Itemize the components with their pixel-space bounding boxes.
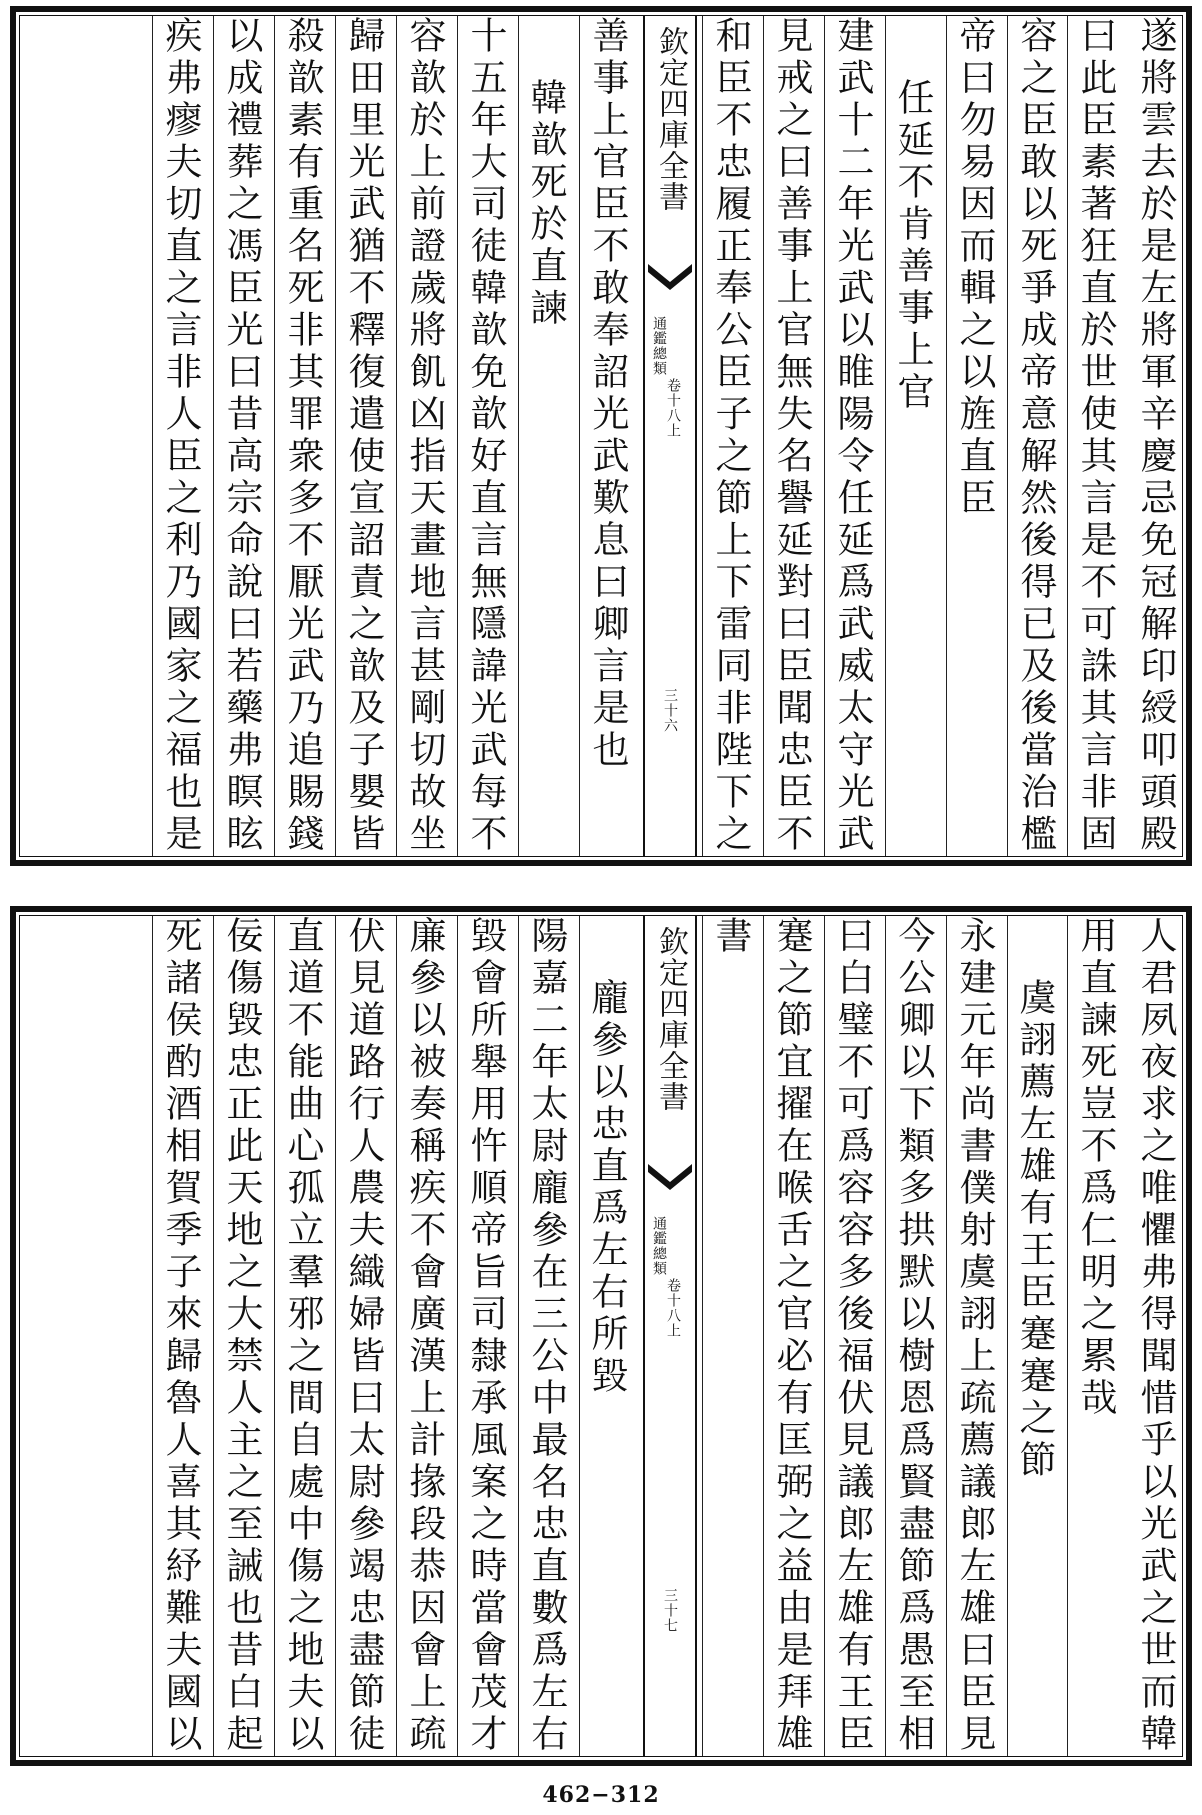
top-page <box>10 6 1192 866</box>
text-column: 疾弗瘳夫切直之言非人臣之利乃國家之福也是 <box>152 16 207 856</box>
text-column: 見戒之曰善事上官無失名譽延對曰臣聞忠臣不 <box>763 16 818 856</box>
spine-page-number: 三十六 <box>662 688 678 733</box>
center-spine <box>643 16 697 856</box>
text-column: 直道不能曲心孤立羣邪之間自處中傷之地夫以 <box>274 916 329 1756</box>
section-heading: 任延不肯善事上官 <box>885 16 939 856</box>
text-column: 十五年大司徒韓歆免歆好直言無隱諱光武每不 <box>457 16 512 856</box>
text-column: 以成禮葬之馮臣光曰昔高宗命說曰若藥弗瞑眩 <box>213 16 268 856</box>
text-column: 曰白璧不可爲容容多後福伏見議郎左雄有王臣 <box>824 916 879 1756</box>
section-heading: 韓歆死於直諫 <box>518 16 572 856</box>
text-column: 善事上官臣不敢奉詔光武歎息曰卿言是也 <box>579 16 634 856</box>
fishtail-mark-icon <box>648 264 692 294</box>
text-column: 曰此臣素著狂直於世使其言是不可誅其言非固 <box>1067 16 1122 856</box>
section-heading: 龐參以忠直爲左右所毀 <box>579 916 633 1756</box>
text-column: 建武十二年光武以睢陽令任延爲武威太守光武 <box>824 16 879 856</box>
spine-title: 欽定四庫全書 <box>653 926 688 1112</box>
text-column: 永建元年尚書僕射虞詡上疏薦議郎左雄曰臣見 <box>946 916 1001 1756</box>
text-column: 今公卿以下類多拱默以樹恩爲賢盡節爲愚至相 <box>885 916 940 1756</box>
text-column: 用直諫死豈不爲仁明之累哉 <box>1067 916 1122 1756</box>
text-column: 陽嘉二年太尉龐參在三公中最名忠直數爲左右 <box>518 916 573 1756</box>
spine-book-name: 通鑑總類 <box>651 1216 667 1276</box>
text-column: 遂將雲去於是左將軍辛慶忌免冠解印綬叩頭殿 <box>1134 16 1177 856</box>
spine-volume: 卷十八上 <box>665 1278 681 1338</box>
bottom-page <box>10 906 1192 1766</box>
footer-page-code: 462−312 <box>542 1782 660 1808</box>
spine-book-name: 通鑑總類 <box>651 316 667 376</box>
text-column: 伏見道路行人農夫織婦皆曰太尉參竭忠盡節徒 <box>335 916 390 1756</box>
text-column: 人君夙夜求之唯懼弗得聞惜乎以光武之世而韓 <box>1134 916 1177 1756</box>
center-spine <box>643 916 697 1756</box>
text-column: 和臣不忠履正奉公臣子之節上下雷同非陛下之 <box>702 16 757 856</box>
section-heading: 虞詡薦左雄有王臣蹇蹇之節 <box>1007 916 1061 1756</box>
text-column: 死諸侯酌酒相賀季子來歸魯人喜其紓難夫國以 <box>152 916 207 1756</box>
text-column: 容歆於上前證歲將飢凶指天畫地言甚剛切故坐 <box>396 16 451 856</box>
text-column: 毀會所舉用忤順帝旨司隸承風案之時當會茂才 <box>457 916 512 1756</box>
text-column: 書 <box>702 916 757 1756</box>
spine-title: 欽定四庫全書 <box>653 26 688 212</box>
fishtail-mark-icon <box>648 1164 692 1194</box>
text-column: 廉參以被奏稱疾不會廣漢上計掾段恭因會上疏 <box>396 916 451 1756</box>
spine-volume: 卷十八上 <box>665 378 681 438</box>
text-column: 帝曰勿易因而輯之以旌直臣 <box>946 16 1001 856</box>
text-column: 殺歆素有重名死非其罪衆多不厭光武乃追賜錢 <box>274 16 329 856</box>
text-column: 歸田里光武猶不釋復遣使宣詔責之歆及子嬰皆 <box>335 16 390 856</box>
spine-page-number: 三十七 <box>662 1588 678 1633</box>
text-column: 容之臣敢以死爭成帝意解然後得已及後當治檻 <box>1007 16 1062 856</box>
text-column: 佞傷毀忠正此天地之大禁人主之至誡也昔白起 <box>213 916 268 1756</box>
text-column: 蹇之節宜擢在喉舌之官必有匡弼之益由是拜雄 <box>763 916 818 1756</box>
